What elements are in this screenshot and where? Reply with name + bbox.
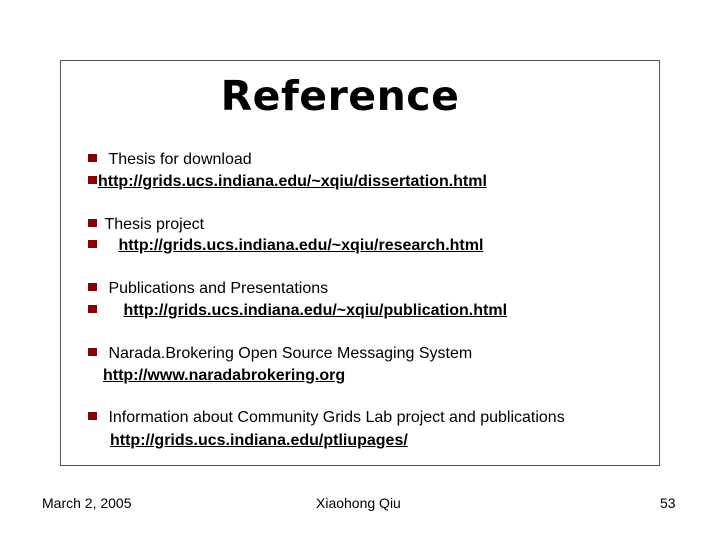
list-item-2-label [88, 215, 204, 235]
footer-date: March 2, 2005 [42, 495, 132, 511]
square-bullet-icon [88, 412, 97, 420]
list-item-4-label [88, 344, 472, 364]
square-bullet-icon [88, 219, 97, 227]
item-text: Narada.Brokering Open Source Messaging System [108, 345, 473, 362]
list-item-3-label [88, 279, 328, 299]
item-text: Thesis for download [108, 151, 252, 168]
item-text: Thesis project [104, 216, 205, 233]
dissertation-link[interactable]: http://grids.ucs.indiana.edu/~xqiu/dissertation.html [98, 173, 487, 190]
footer-page-number: 53 [660, 495, 676, 511]
square-bullet-icon [88, 176, 97, 184]
square-bullet-icon [88, 283, 97, 291]
item-text: Information about Community Grids Lab project and publications [108, 409, 565, 426]
list-item-1-label [88, 150, 252, 170]
square-bullet-icon [88, 154, 97, 162]
ptliupages-link[interactable]: http://grids.ucs.indiana.edu/ptliupages/ [110, 432, 408, 449]
slide-title: Reference [220, 72, 460, 120]
list-item-2-link-row [88, 236, 483, 256]
publication-link[interactable]: http://grids.ucs.indiana.edu/~xqiu/publication.html [123, 302, 508, 319]
slide-frame [60, 60, 660, 466]
list-item-3-link-row [88, 301, 507, 321]
square-bullet-icon [88, 305, 97, 313]
list-item-5-link-row [110, 431, 408, 451]
list-item-4-link-row [103, 366, 345, 386]
naradabrokering-link[interactable]: http://www.naradabrokering.org [103, 367, 346, 384]
list-item-5-label [88, 408, 565, 428]
square-bullet-icon [88, 348, 97, 356]
square-bullet-icon [88, 240, 97, 248]
list-item-1-link-row [88, 172, 487, 192]
footer-author: Xiaohong Qiu [316, 495, 401, 511]
research-link[interactable]: http://grids.ucs.indiana.edu/~xqiu/research.html [118, 237, 484, 254]
item-text: Publications and Presentations [108, 280, 329, 297]
